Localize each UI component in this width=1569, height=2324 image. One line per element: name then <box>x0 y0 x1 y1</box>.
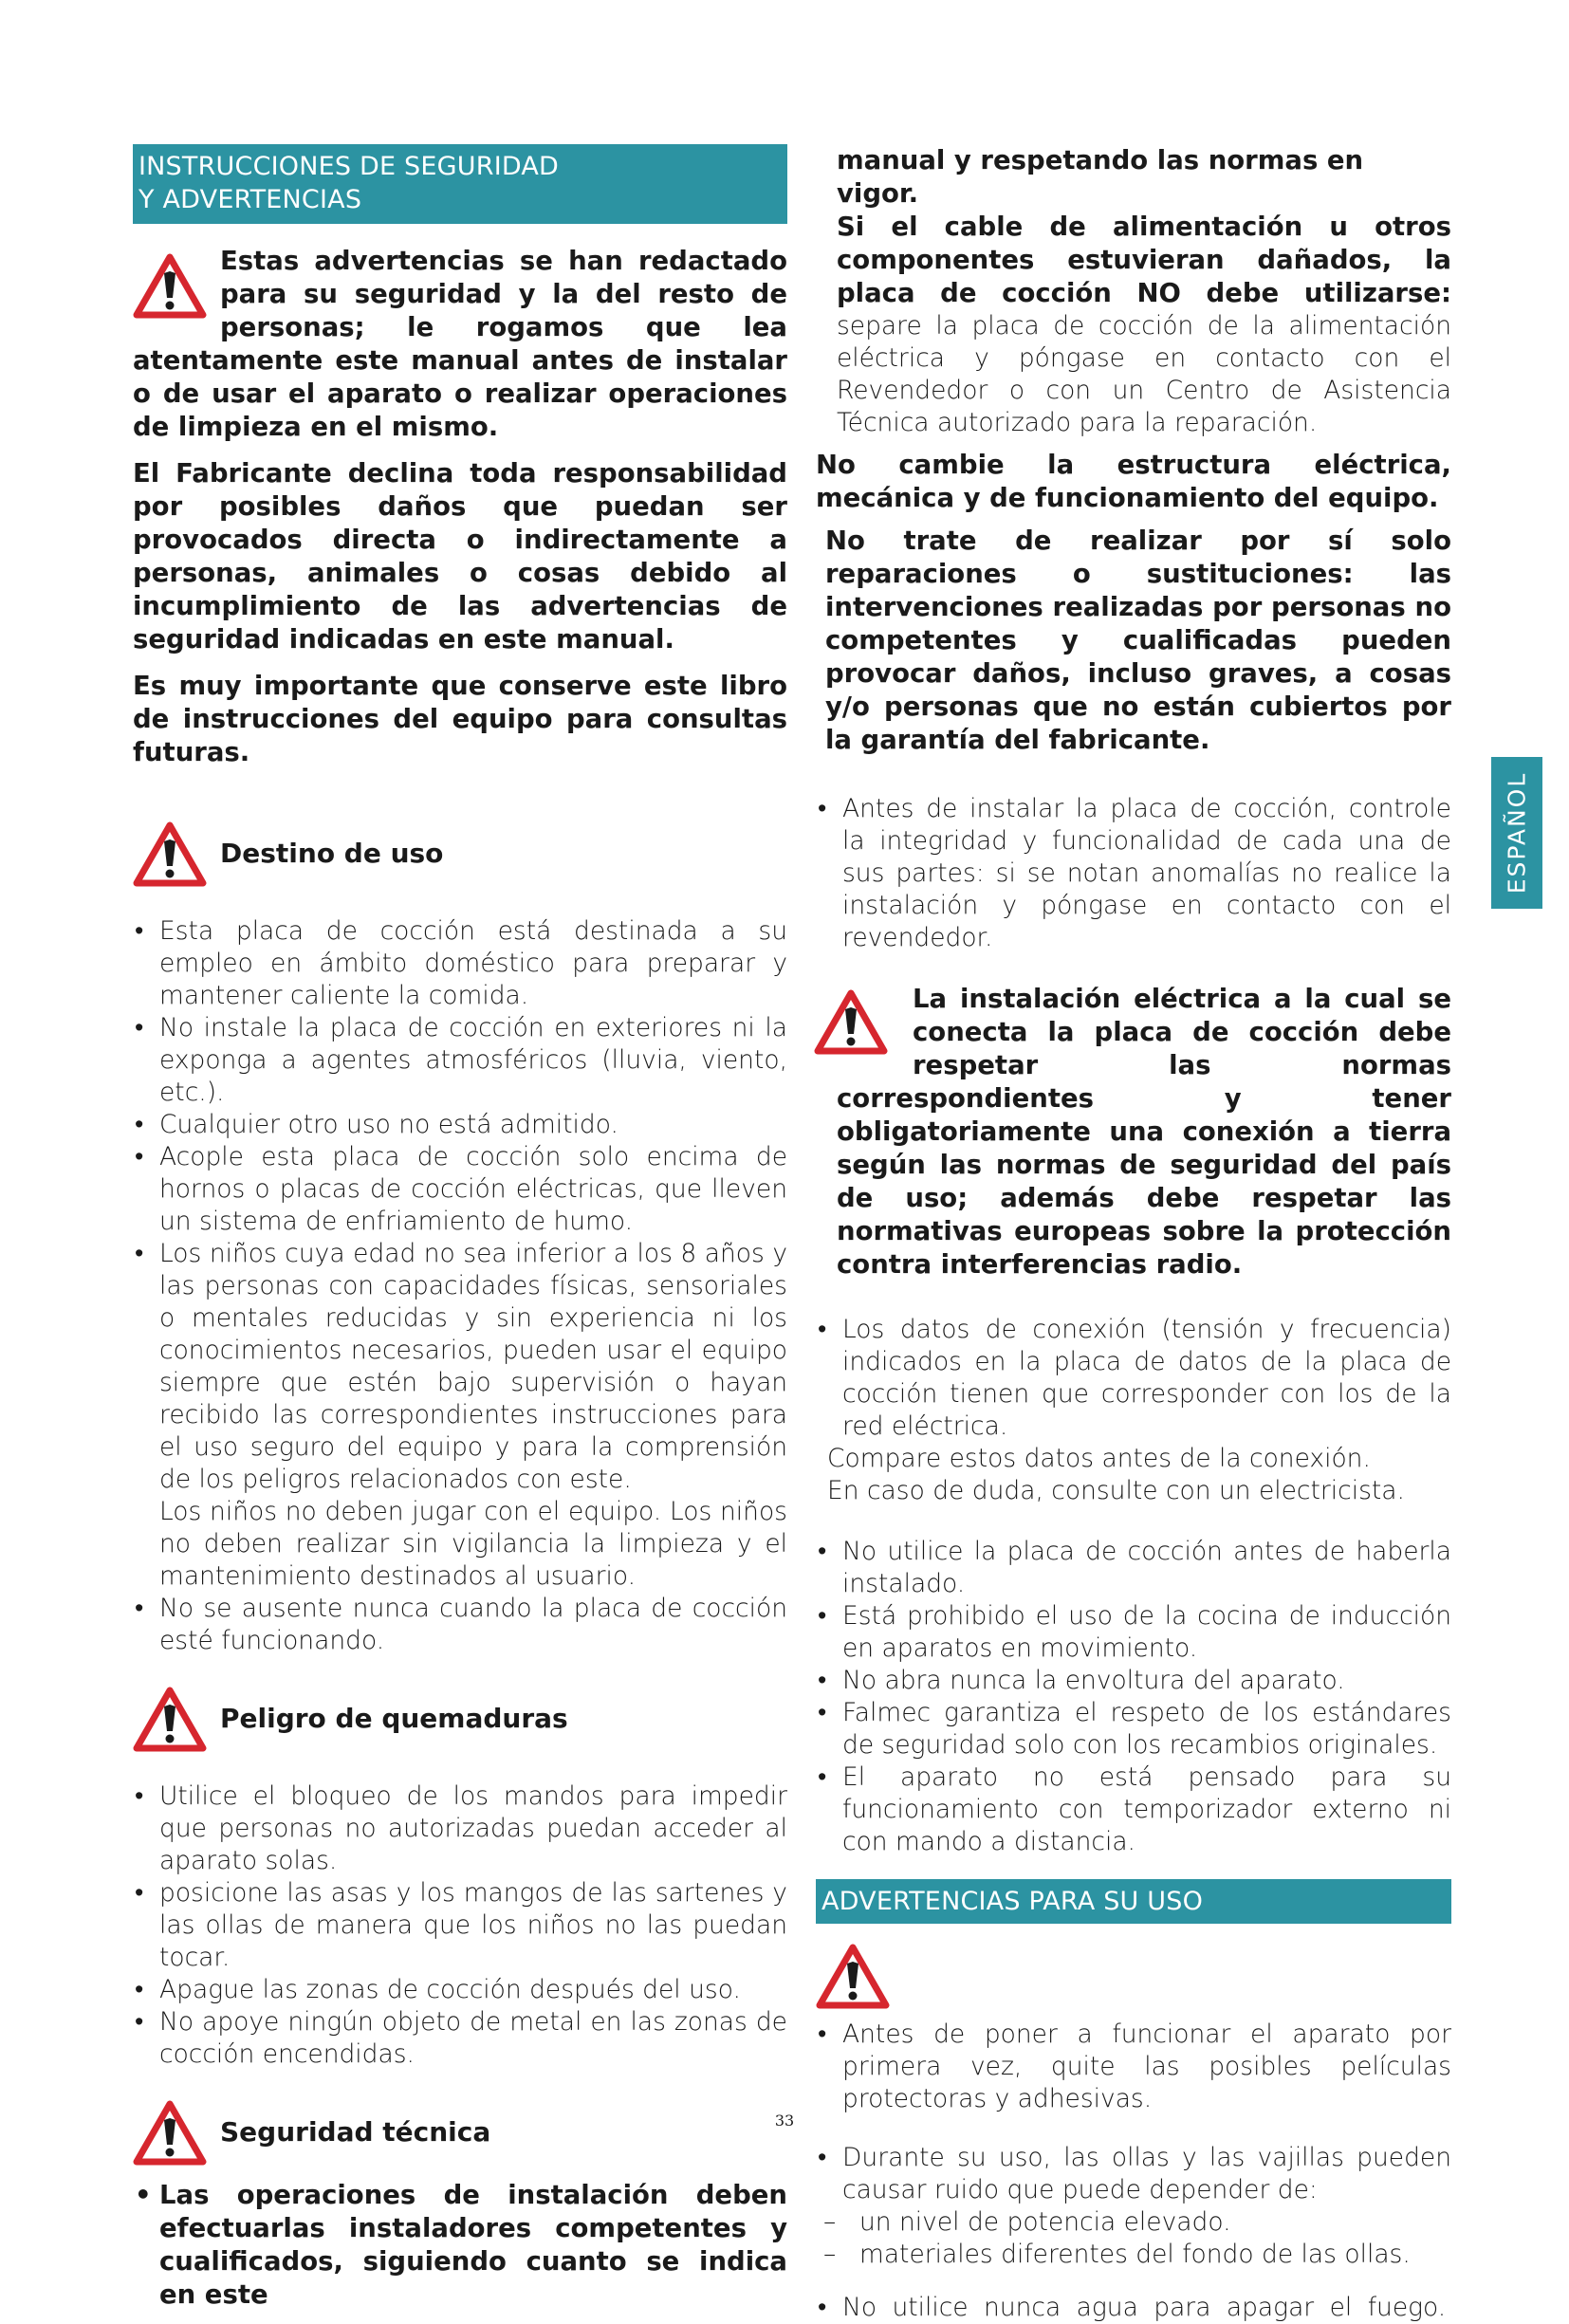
quemaduras-heading: Peligro de quemaduras <box>133 1684 787 1760</box>
children-note: Los niños no deben jugar con el equipo. Los niños no deben realizar sin vigilancia la limpieza y el mantenimiento destinados al usuario. <box>159 1497 787 1591</box>
electrical-warning: La instalación eléctrica a la cual se conecta la placa de cocción debe respetar las normas correspondientes y tener obligatoriamente una conexión a tierra según las normas de seguridad del país de uso; además debe respetar las normativas europeas sobre la protección contra interferencias radio. <box>816 983 1451 1282</box>
dash-item: – un nivel de potencia elevado. <box>816 2206 1451 2239</box>
tecnica-heading: Seguridad técnica <box>133 2097 787 2173</box>
destino-heading: Destino de uso <box>133 819 787 895</box>
use-warning-icon-row <box>816 1939 1451 2019</box>
warning-icon <box>133 1686 207 1752</box>
list-item: • Esta placa de cocción está destinada a su empleo en ámbito doméstico para preparar y mantener caliente la comida. <box>133 915 787 1012</box>
tecnica-list <box>133 2179 787 2312</box>
list-item: • No abra nunca la envoltura del aparato. <box>816 1665 1451 1697</box>
list-item: • Antes de poner a funcionar el aparato por primera vez, quite las posibles películas protectoras y adhesivas. <box>816 2019 1451 2115</box>
section-header-safety: INSTRUCCIONES DE SEGURIDAD Y ADVERTENCIAS <box>133 144 787 224</box>
no-repair-note: No trate de realizar por sí solo reparaciones o sustituciones: las intervenciones realizadas por personas no competentes y cualificadas pueden provocar daños, incluso graves, a cosas y/o personas que no están cubiertos por la garantía del fabricante. <box>825 526 1451 755</box>
section-header-use: ADVERTENCIAS PARA SU USO <box>816 1879 1451 1924</box>
warning-icon <box>816 1943 890 2009</box>
usage-list <box>816 1536 1451 1858</box>
warning-icon <box>133 2099 207 2166</box>
list-item: • Está prohibido el uso de la cocina de inducción en aparatos en movimiento. <box>816 1600 1451 1665</box>
connection-list <box>816 1314 1451 1443</box>
no-change-note: No cambie la estructura eléctrica, mecánica y de funcionamiento del equipo. <box>816 450 1451 513</box>
list-item: • Durante su uso, las ollas y las vajillas pueden causar ruido que puede depender de: <box>816 2142 1451 2206</box>
list-item: • Acople esta placa de cocción solo encima de hornos o placas de cocción eléctricas, que lleven un sistema de enfriamiento de humo. <box>133 1141 787 1238</box>
cable-warning: Si el cable de alimentación u otros componentes estuvieran dañados, la placa de cocción NO debe utilizarse: separe la placa de cocción de la alimentación eléctrica y póngase en contacto con el Revendedor o con un Centro de Asistencia Técnica autorizado para la reparación. <box>837 212 1451 437</box>
warning-icon <box>133 821 207 887</box>
disclaimer: El Fabricante declina toda responsabilidad por posibles daños que puedan ser provocados directa o indirectamente a personas, animales o cosas debido al incumplimiento de las advertencias de seguridad indicadas en este manual. <box>133 458 787 655</box>
list-item: • No instale la placa de cocción en exteriores ni la exponga a agentes atmosféricos (lluvia, viento, etc.). <box>133 1012 787 1109</box>
list-item: • No utilice la placa de cocción antes de haberla instalado. <box>816 1536 1451 1600</box>
list-item: • Falmec garantiza el respeto de los estándares de seguridad solo con los recambios originales. <box>816 1697 1451 1761</box>
list-item: • Los datos de conexión (tensión y frecuencia) indicados en la placa de datos de la placa de cocción tienen que corresponder con los de la red eléctrica. <box>816 1314 1451 1443</box>
list-item: • El aparato no está pensado para su funcionamiento con temporizador externo ni con mando a distancia. <box>816 1761 1451 1858</box>
list-item: • Utilice el bloqueo de los mandos para impedir que personas no autorizadas puedan acceder al aparato solas. <box>133 1780 787 1877</box>
compare-note: Compare estos datos antes de la conexión. <box>827 1444 1371 1473</box>
list-item: • posicione las asas y los mangos de las sartenes y las ollas de manera que los niños no las puedan tocar. <box>133 1877 787 1974</box>
warning-icon <box>133 252 207 319</box>
list-item: • Los niños cuya edad no sea inferior a los 8 años y las personas con capacidades físicas, sensoriales o mentales reducidas y sin experiencia ni los conocimientos necesarios, pueden usar el equipo siempre que estén bajo supervisión o hayan recibido las correspondientes instrucciones para el uso seguro del equipo y para la comprensión de los peligros relacionados con este. <box>133 1238 787 1496</box>
intro-warning: Estas advertencias se han redactado para su seguridad y la del resto de personas; le rogamos que lea atentamente este manual antes de instalar o de usar el aparato o realizar operaciones de limpieza en el mismo. <box>133 246 787 442</box>
right-column <box>816 144 1451 2324</box>
list-item: • Las operaciones de instalación deben efectuarlas instaladores competentes y cualificados, siguiendo cuanto se indica en este <box>133 2179 787 2312</box>
language-tab: ESPAÑOL <box>1491 757 1542 909</box>
list-item: • No utilice nunca agua para apagar el fuego. <box>816 2292 1451 2324</box>
list-item: • No apoye ningún objeto de metal en las zonas de cocción encendidas. <box>133 2006 787 2071</box>
destino-list <box>133 915 787 1496</box>
list-item: • No se ausente nunca cuando la placa de cocción esté funcionando. <box>133 1593 787 1657</box>
doubt-note: En caso de duda, consulte con un electricista. <box>827 1476 1405 1505</box>
quemaduras-list <box>133 1780 787 2071</box>
continuation-text: manual y respetando las normas en vigor. <box>837 145 1364 209</box>
warning-icon <box>814 988 888 1055</box>
page-number: 33 <box>774 2112 795 2130</box>
destino-list-last <box>133 1593 787 1657</box>
list-item: • Cualquier otro uso no está admitido. <box>133 1109 787 1141</box>
keep-book-note: Es muy importante que conserve este libro de instrucciones del equipo para consultas futuras. <box>133 671 787 767</box>
list-item: • Antes de instalar la placa de cocción, controle la integridad y funcionalidad de cada una de sus partes: si se notan anomalías no realice la instalación y póngase en contacto con el revendedor. <box>816 793 1451 954</box>
water-list <box>816 2292 1451 2324</box>
left-column <box>133 144 787 2312</box>
dash-item: – materiales diferentes del fondo de las ollas. <box>816 2239 1451 2271</box>
before-install-list <box>816 793 1451 954</box>
list-item: • Apague las zonas de cocción después del uso. <box>133 1974 787 2006</box>
